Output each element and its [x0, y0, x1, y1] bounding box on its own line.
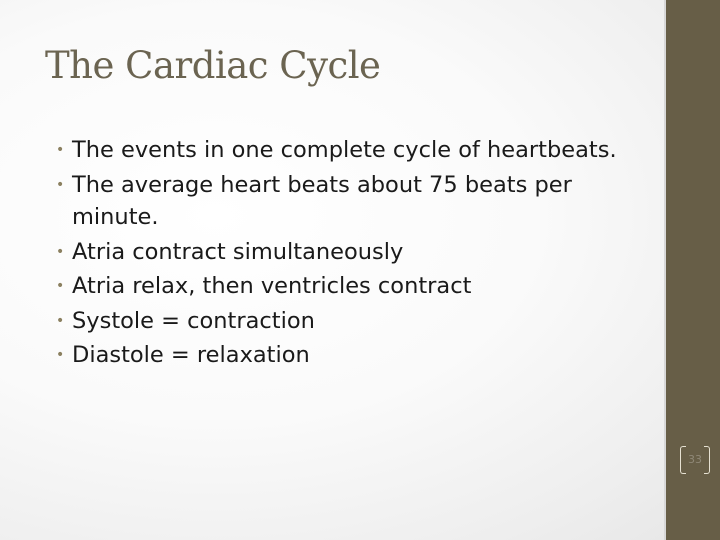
- bullet-icon: •: [56, 312, 65, 329]
- bullet-icon: •: [56, 176, 65, 193]
- bullet-item: [56, 339, 656, 372]
- bullet-icon: •: [56, 278, 65, 294]
- bullet-item: [56, 236, 656, 269]
- bullet-text: The events in one complete cycle of heartbeats.: [72, 137, 617, 163]
- bullet-text: Atria relax, then ventricles contract: [72, 273, 472, 299]
- bullet-icon: •: [56, 142, 65, 158]
- bullet-icon: •: [56, 347, 65, 363]
- bullet-text: Diastole = relaxation: [72, 342, 310, 368]
- page-number: 33: [688, 453, 702, 466]
- bullet-text: Systole = contraction: [72, 307, 315, 334]
- bullet-list: [56, 134, 656, 374]
- bullet-text: Atria contract simultaneously: [72, 238, 404, 265]
- bullet-icon: •: [56, 243, 65, 260]
- page-number-box: [680, 446, 710, 474]
- bullet-item: [56, 305, 656, 338]
- bullet-item: [56, 169, 656, 234]
- bullet-item: [56, 270, 656, 303]
- bullet-text: The average heart beats about 75 beats per minute.: [72, 171, 572, 230]
- slide-title: The Cardiac Cycle: [45, 44, 381, 87]
- bullet-item: [56, 134, 656, 167]
